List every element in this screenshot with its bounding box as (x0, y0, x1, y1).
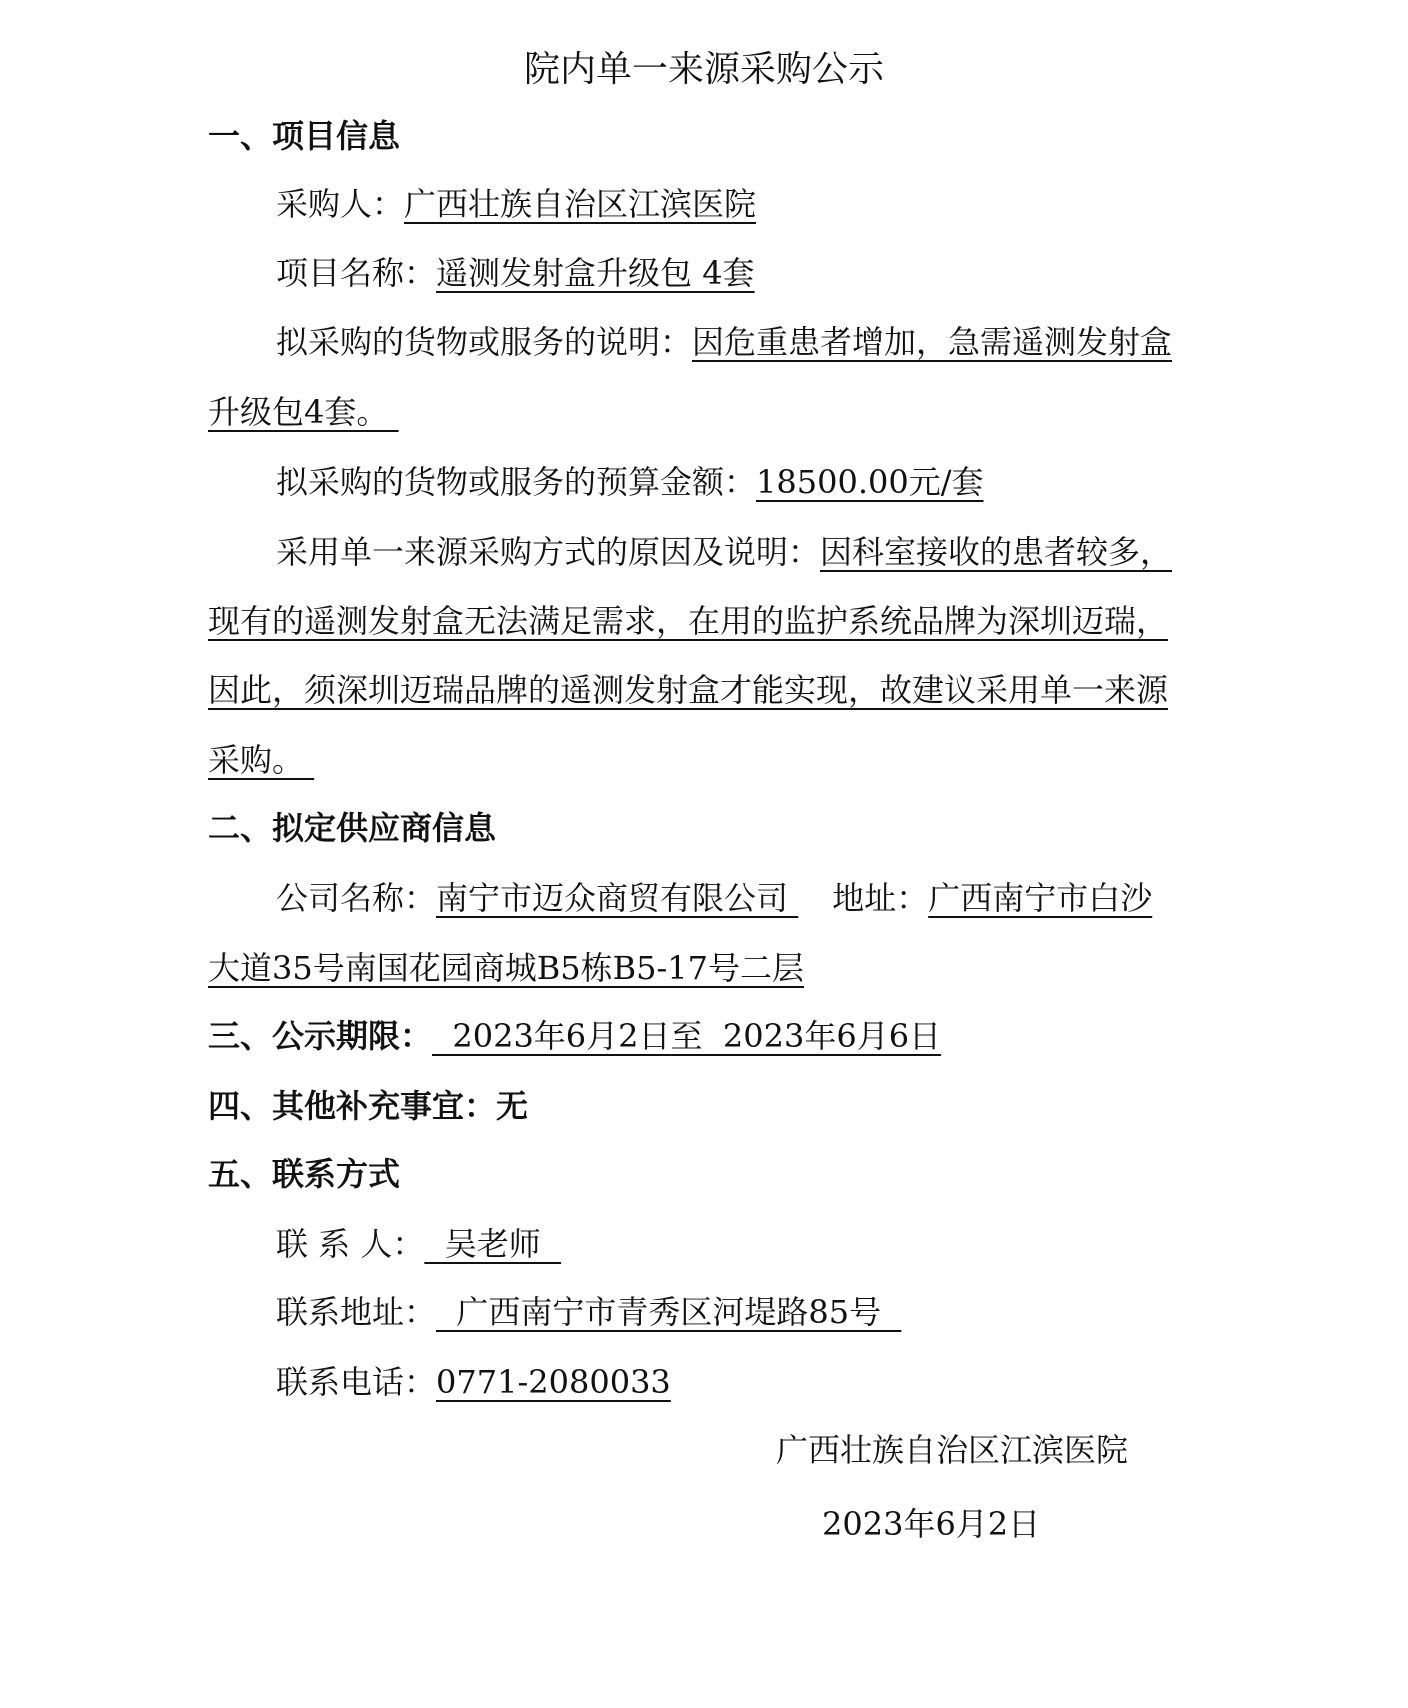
reason-value-cont-3: 采购。 (208, 741, 315, 779)
description-line-2 (208, 390, 1208, 434)
section-1-heading: 一、项目信息 (208, 117, 401, 155)
address-label: 地址： (832, 879, 929, 917)
signature-date: 2023年6月2日 (822, 1505, 1041, 1543)
company-value: 南宁市迈众商贸有限公司 (436, 879, 799, 917)
description-label: 拟采购的货物或服务的说明： (276, 323, 693, 361)
contact-phone-line (276, 1360, 1276, 1404)
project-name-label: 项目名称： (276, 254, 437, 292)
project-name-value: 遥测发射盒升级包 4套 (436, 254, 755, 292)
signature-org: 广西壮族自治区江滨医院 (776, 1431, 1129, 1469)
reason-value-cont-1: 现有的遥测发射盒无法满足需求，在用的监护系统品牌为深圳迈瑞， (208, 602, 1169, 640)
reason-line-3 (208, 668, 1208, 712)
publicity-period-line (208, 1014, 1208, 1058)
reason-label: 采用单一来源采购方式的原因及说明： (276, 533, 821, 571)
contact-person-line (276, 1222, 1276, 1266)
section-5-heading: 五、联系方式 (208, 1155, 401, 1193)
contact-phone-value: 0771-2080033 (436, 1363, 671, 1401)
section-3-heading: 三、公示期限： (208, 1017, 433, 1055)
budget-value: 18500.00元/套 (756, 463, 984, 501)
purchaser-value: 广西壮族自治区江滨医院 (404, 185, 757, 223)
purchaser-label: 采购人： (276, 185, 405, 223)
document-title: 院内单一来源采购公示 (523, 49, 884, 90)
company-label: 公司名称： (276, 879, 437, 917)
period-end: 2023年6月6日 (702, 1017, 942, 1055)
contact-phone-label: 联系电话： (276, 1363, 437, 1401)
address-line-2 (208, 946, 1208, 990)
purchaser-line (276, 182, 1276, 226)
address-value: 广西南宁市白沙 (928, 879, 1153, 917)
description-line (276, 320, 1276, 364)
budget-label: 拟采购的货物或服务的预算金额： (276, 463, 757, 501)
reason-value: 因科室接收的患者较多， (820, 533, 1173, 571)
reason-line (276, 530, 1276, 574)
contact-person-label: 联 系 人： (276, 1225, 425, 1263)
reason-line-2 (208, 599, 1208, 643)
address-value-cont: 大道35号南国花园商城B5栋B5-17号二层 (208, 949, 805, 987)
section-4-heading: 四、其他补充事宜：无 (208, 1087, 529, 1125)
description-value-cont: 升级包4套。 (208, 393, 399, 431)
period-to: 至 (670, 1017, 703, 1055)
section-2-heading: 二、拟定供应商信息 (208, 809, 497, 847)
contact-address-value: 广西南宁市青秀区河堤路85号 (436, 1293, 902, 1331)
reason-line-4 (208, 738, 1208, 782)
company-line (276, 876, 1276, 920)
contact-address-label: 联系地址： (276, 1293, 437, 1331)
period-start: 2023年6月2日 (432, 1017, 671, 1055)
description-value: 因危重患者增加，急需遥测发射盒 (692, 323, 1173, 361)
budget-line (276, 460, 1276, 504)
contact-person-value: 吴老师 (424, 1225, 562, 1263)
reason-value-cont-2: 因此，须深圳迈瑞品牌的遥测发射盒才能实现，故建议采用单一来源 (208, 671, 1169, 709)
contact-address-line (276, 1290, 1276, 1334)
project-name-line (276, 251, 1276, 295)
